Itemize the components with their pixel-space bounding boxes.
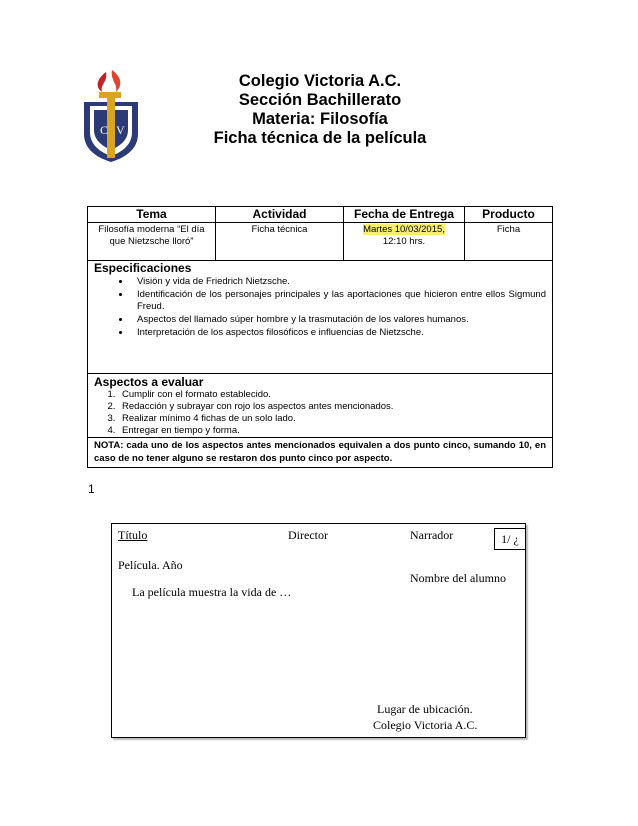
list-item: • Visión y vida de Friedrich Nietzsche. bbox=[131, 276, 552, 288]
cell-fecha bbox=[344, 223, 465, 261]
list-item: 4. Entregar en tiempo y forma. bbox=[118, 425, 552, 437]
list-item: • Identificación de los personajes principales y las aportaciones que hicieron entre ellos Sigmund Freud. bbox=[131, 289, 552, 313]
header-tema: Tema bbox=[88, 207, 216, 223]
specifications-title: Especificaciones bbox=[94, 261, 192, 275]
page-number: 1 bbox=[88, 482, 95, 496]
specifications-list bbox=[88, 276, 552, 339]
list-item: 3. Realizar mínimo 4 fichas de un solo lado. bbox=[118, 413, 552, 425]
note-row bbox=[88, 438, 553, 468]
due-time: 12:10 hrs. bbox=[382, 236, 426, 247]
activity-table bbox=[87, 206, 553, 468]
card-number-badge: 1/ ¿ bbox=[494, 528, 526, 550]
list-item: • Aspectos del llamado súper hombre y la trasmutación de los valores humanos. bbox=[131, 314, 552, 326]
table-row bbox=[88, 223, 553, 261]
card-film-year: Película. Año bbox=[118, 558, 183, 572]
document-header bbox=[170, 72, 470, 148]
svg-text:V: V bbox=[116, 123, 125, 137]
due-date-highlight: Martes 10/03/2015, bbox=[363, 224, 445, 235]
card-narrator-label: Narrador bbox=[410, 528, 454, 542]
header-actividad: Actividad bbox=[216, 207, 344, 223]
cell-actividad: Ficha técnica bbox=[216, 223, 344, 261]
card-summary: La película muestra la vida de … bbox=[132, 585, 292, 599]
grading-note: NOTA: cada uno de los aspectos antes mencionados equivalen a dos punto cinco, sumando 10, en caso de no tener alguno se restaron dos punto cinco por aspecto. bbox=[88, 438, 553, 468]
list-item: • Interpretación de los aspectos filosóficos e influencias de Nietzsche. bbox=[131, 327, 552, 339]
evaluation-section bbox=[88, 374, 553, 438]
evaluation-list bbox=[88, 389, 552, 437]
school-crest-logo bbox=[76, 68, 146, 164]
specifications-section bbox=[88, 261, 553, 374]
section-name: Sección Bachillerato bbox=[238, 91, 402, 109]
cell-tema: Filosofía moderna “El día que Nietzsche lloró” bbox=[88, 223, 216, 261]
card-location-label: Lugar de ubicación. bbox=[377, 702, 473, 716]
svg-text:C: C bbox=[100, 123, 109, 137]
card-school-name: Colegio Victoria A.C. bbox=[373, 718, 478, 732]
list-item: 1. Cumplir con el formato establecido. bbox=[118, 389, 552, 401]
school-crest-torch-icon bbox=[76, 68, 146, 164]
film-card-template bbox=[111, 523, 526, 738]
evaluation-title: Aspectos a evaluar bbox=[94, 375, 204, 389]
document-title: Ficha técnica de la película bbox=[213, 129, 427, 147]
card-title-label: Título bbox=[118, 528, 148, 542]
subject-name: Materia: Filosofía bbox=[252, 110, 388, 128]
school-name: Colegio Victoria A.C. bbox=[238, 72, 402, 90]
card-director-label: Director bbox=[288, 528, 328, 542]
header-producto: Producto bbox=[465, 207, 553, 223]
specifications-row bbox=[88, 261, 553, 374]
cell-producto: Ficha bbox=[465, 223, 553, 261]
card-student-name: Nombre del alumno bbox=[410, 571, 506, 585]
list-item: 2. Redacción y subrayar con rojo los aspectos antes mencionados. bbox=[118, 401, 552, 413]
table-header-row bbox=[88, 207, 553, 223]
evaluation-row bbox=[88, 374, 553, 438]
header-fecha: Fecha de Entrega bbox=[344, 207, 465, 223]
